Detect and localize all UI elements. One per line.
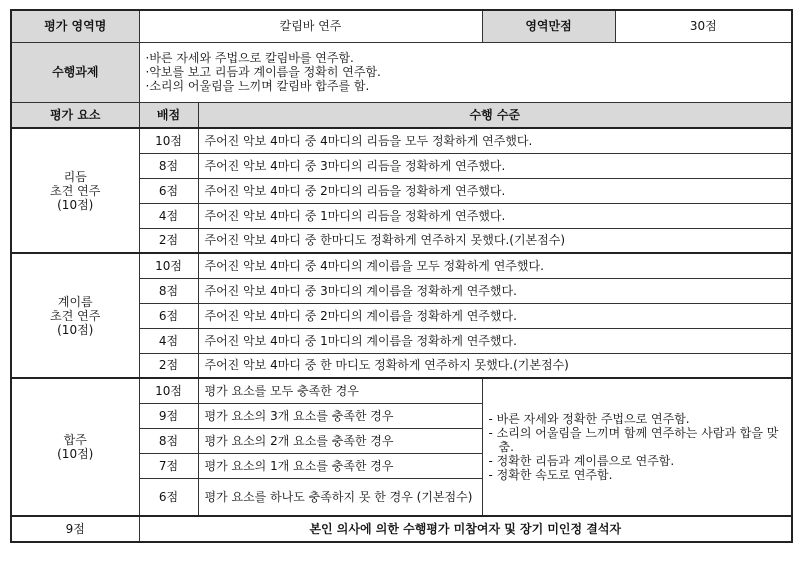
points-cell: 8점 — [139, 153, 198, 178]
points-cell: 9점 — [139, 403, 198, 428]
table-row — [11, 378, 792, 403]
area-value: 칼림바 연주 — [139, 10, 482, 42]
points-cell: 4점 — [139, 203, 198, 228]
level-description: 주어진 악보 4마디 중 1마디의 계이름을 정확하게 연주했다. — [198, 328, 792, 353]
points-cell: 8점 — [139, 278, 198, 303]
level-description: 주어진 악보 4마디 중 한 마디도 정확하게 연주하지 못했다.(기본점수) — [198, 353, 792, 378]
footer-points: 9점 — [11, 516, 139, 542]
level-description: 주어진 악보 4마디 중 4마디의 계이름을 모두 정확하게 연주했다. — [198, 253, 792, 278]
level-description: 주어진 악보 4마디 중 1마디의 리듬을 정확하게 연주했다. — [198, 203, 792, 228]
criteria-item: - 정확한 리듬과 계이름으로 연주함. — [488, 454, 675, 468]
max-score-value: 30점 — [615, 10, 792, 42]
points-cell: 10점 — [139, 253, 198, 278]
level-description: 평가 요소의 1개 요소를 충족한 경우 — [198, 453, 482, 478]
table-row — [11, 128, 792, 153]
column-level: 수행 수준 — [198, 102, 792, 128]
level-description: 주어진 악보 4마디 중 3마디의 계이름을 정확하게 연주했다. — [198, 278, 792, 303]
column-points: 배점 — [139, 102, 198, 128]
level-description: 평가 요소를 하나도 충족하지 못 한 경우 (기본점수) — [198, 478, 482, 516]
task-row — [11, 42, 792, 102]
footer-note: 본인 의사에 의한 수행평가 미참여자 및 장기 미인정 결석자 — [139, 516, 792, 542]
table-row — [11, 253, 792, 278]
task-item: ·바른 자세와 주법으로 칼림바를 연주함. — [145, 51, 354, 65]
footer-row — [11, 516, 792, 542]
level-description: 주어진 악보 4마디 중 한마디도 정확하게 연주하지 못했다.(기본점수) — [198, 228, 792, 253]
max-score-label: 영역만점 — [482, 10, 615, 42]
points-cell: 10점 — [139, 128, 198, 153]
header-row — [11, 10, 792, 42]
points-cell: 7점 — [139, 453, 198, 478]
task-item: ·소리의 어울림을 느끼며 칼림바 합주를 함. — [145, 79, 370, 93]
criteria-item: - 정확한 속도로 연주함. — [488, 468, 613, 482]
criteria-item: - 소리의 어울림을 느끼며 함께 연주하는 사람과 합을 맞춤. — [488, 426, 779, 454]
level-description: 평가 요소를 모두 충족한 경우 — [198, 378, 482, 403]
points-cell: 6점 — [139, 478, 198, 516]
task-label: 수행과제 — [11, 42, 139, 102]
rubric-table — [10, 9, 793, 543]
task-list — [139, 42, 792, 102]
area-label: 평가 영역명 — [11, 10, 139, 42]
task-item: ·악보를 보고 리듬과 계이름을 정확히 연주함. — [145, 65, 381, 79]
level-description: 주어진 악보 4마디 중 3마디의 리듬을 정확하게 연주했다. — [198, 153, 792, 178]
group-pitch: 계이름 초견 연주 (10점) — [11, 253, 139, 378]
group-rhythm: 리듬 초견 연주 (10점) — [11, 128, 139, 253]
points-cell: 2점 — [139, 353, 198, 378]
level-description: 주어진 악보 4마디 중 4마디의 리듬을 모두 정확하게 연주했다. — [198, 128, 792, 153]
ensemble-criteria — [482, 378, 792, 516]
points-cell: 2점 — [139, 228, 198, 253]
points-cell: 6점 — [139, 178, 198, 203]
points-cell: 4점 — [139, 328, 198, 353]
group-ensemble: 합주 (10점) — [11, 378, 139, 516]
level-description: 주어진 악보 4마디 중 2마디의 계이름을 정확하게 연주했다. — [198, 303, 792, 328]
column-element: 평가 요소 — [11, 102, 139, 128]
points-cell: 6점 — [139, 303, 198, 328]
column-header-row — [11, 102, 792, 128]
level-description: 주어진 악보 4마디 중 2마디의 리듬을 정확하게 연주했다. — [198, 178, 792, 203]
level-description: 평가 요소의 2개 요소를 충족한 경우 — [198, 428, 482, 453]
criteria-item: - 바른 자세와 정확한 주법으로 연주함. — [488, 412, 690, 426]
points-cell: 10점 — [139, 378, 198, 403]
points-cell: 8점 — [139, 428, 198, 453]
level-description: 평가 요소의 3개 요소를 충족한 경우 — [198, 403, 482, 428]
